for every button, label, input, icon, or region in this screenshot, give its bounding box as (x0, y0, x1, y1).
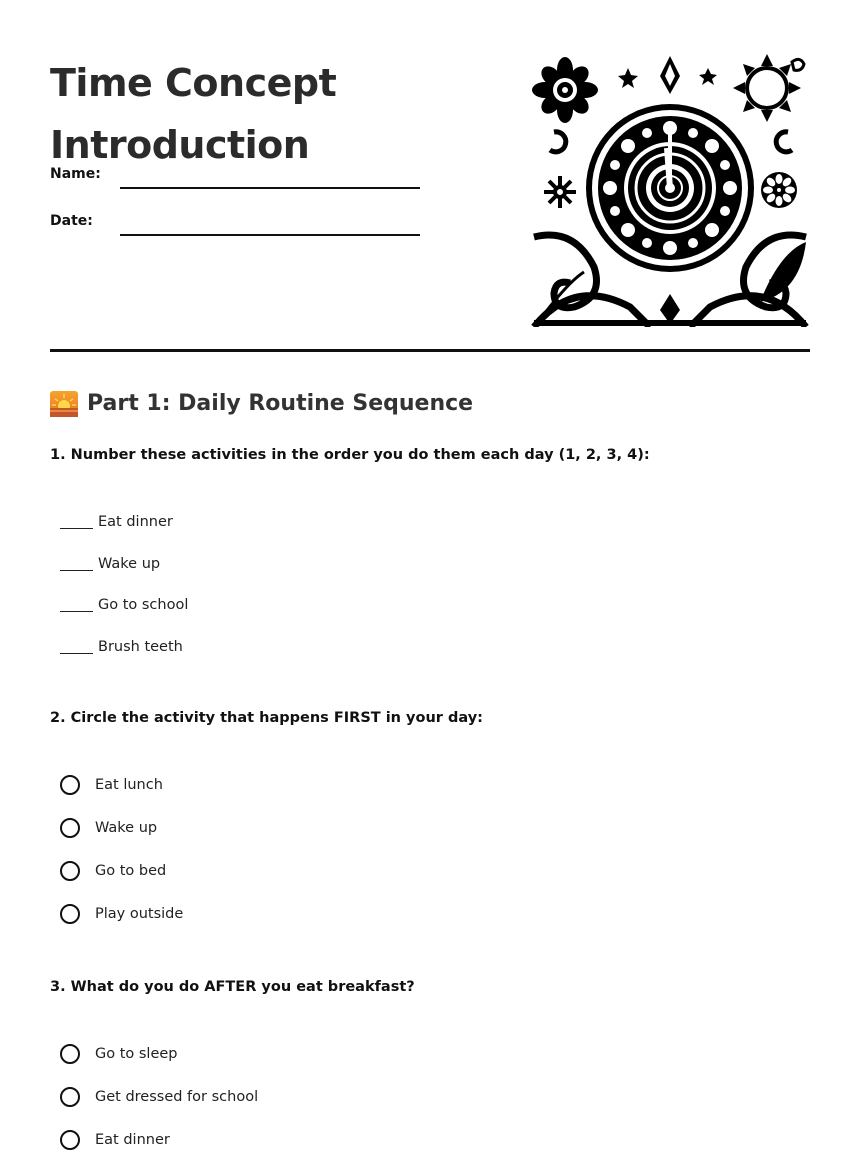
date-label: Date: (50, 213, 93, 229)
sun-ornament-icon (733, 54, 801, 122)
date-field-line[interactable] (120, 234, 420, 236)
part1-heading-text: Part 1: Daily Routine Sequence (87, 391, 474, 416)
q1-item-eat-dinner (60, 512, 173, 532)
question-3: 3. What do you do AFTER you eat breakfast? (50, 979, 415, 995)
part1-heading (50, 388, 473, 420)
question-1: 1. Number these activities in the order you do them each day (1, 2, 3, 4): (50, 447, 650, 463)
option-label: Eat lunch (95, 777, 163, 793)
radio-circle-icon[interactable] (60, 861, 80, 881)
snowflake-ornament-icon (544, 176, 576, 208)
q1-item-label: Go to school (98, 597, 189, 613)
radio-circle-icon[interactable] (60, 1130, 80, 1150)
q3-option-get-dressed[interactable] (60, 1085, 258, 1109)
radio-circle-icon[interactable] (60, 1044, 80, 1064)
order-blank[interactable] (60, 611, 93, 612)
q2-option-wake-up[interactable] (60, 816, 157, 840)
option-label: Go to bed (95, 863, 167, 879)
radio-circle-icon[interactable] (60, 775, 80, 795)
worksheet-title (50, 52, 336, 176)
title-line-1: Time Concept (50, 61, 337, 105)
option-label: Get dressed for school (95, 1089, 259, 1105)
option-label: Play outside (95, 906, 184, 922)
q1-item-label: Eat dinner (98, 514, 173, 530)
order-blank[interactable] (60, 653, 93, 654)
q1-item-wake-up (60, 554, 160, 574)
option-label: Eat dinner (95, 1132, 170, 1148)
radio-circle-icon[interactable] (60, 1087, 80, 1107)
tribal-clock-illustration (530, 52, 810, 327)
q2-option-play-outside[interactable] (60, 902, 183, 926)
flower-ornament-icon (532, 57, 598, 123)
q3-option-eat-dinner[interactable] (60, 1128, 170, 1152)
clock-face-icon (586, 104, 754, 272)
order-blank[interactable] (60, 570, 93, 571)
daisy-ornament-icon (761, 172, 797, 208)
q1-item-brush-teeth (60, 637, 183, 657)
title-line-2: Introduction (50, 123, 310, 167)
q1-item-go-to-school (60, 595, 188, 615)
q1-item-label: Wake up (98, 556, 161, 572)
radio-circle-icon[interactable] (60, 904, 80, 924)
header-divider (50, 349, 810, 352)
option-label: Wake up (95, 820, 158, 836)
radio-circle-icon[interactable] (60, 818, 80, 838)
q2-option-eat-lunch[interactable] (60, 773, 163, 797)
order-blank[interactable] (60, 528, 93, 529)
question-2: 2. Circle the activity that happens FIRST in your day: (50, 710, 483, 726)
option-label: Go to sleep (95, 1046, 178, 1062)
q1-item-label: Brush teeth (98, 639, 183, 655)
q3-option-go-to-sleep[interactable] (60, 1042, 178, 1066)
q2-option-go-to-bed[interactable] (60, 859, 166, 883)
name-label: Name: (50, 166, 101, 182)
sunrise-icon (50, 391, 78, 417)
name-field-line[interactable] (120, 187, 420, 189)
